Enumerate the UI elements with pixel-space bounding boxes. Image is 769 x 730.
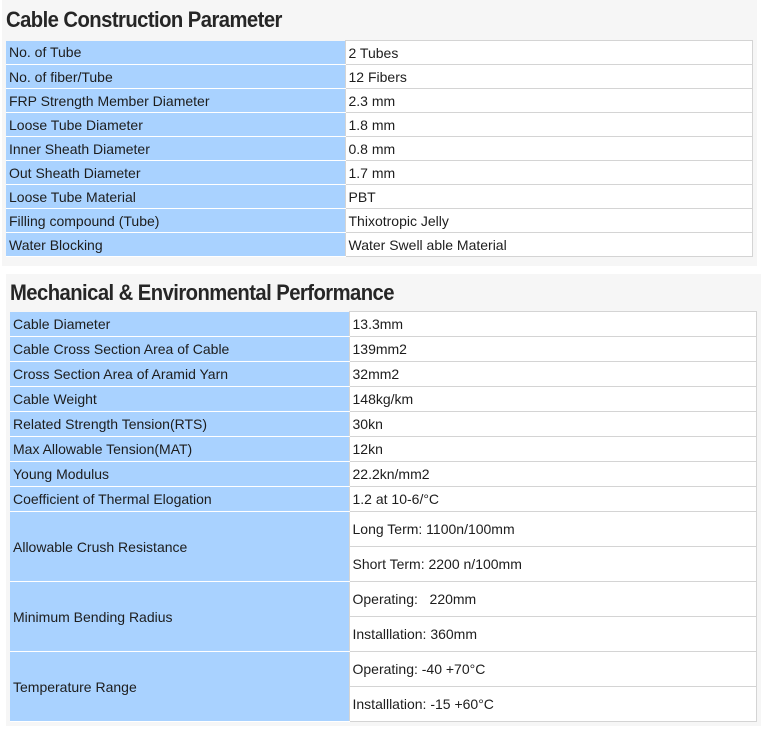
table-row [10,512,756,547]
row-value: 2 Tubes [345,41,752,65]
row-value: Water Swell able Material [345,233,752,257]
row-value: 12 Fibers [345,65,752,89]
table-row [6,113,752,137]
crush-long-term: Long Term: 1100n/100mm [349,512,756,547]
row-label: Inner Sheath Diameter [6,137,345,161]
table-row [10,387,756,412]
row-value: 22.2kn/mm2 [349,462,756,487]
row-value: 1.7 mm [345,161,752,185]
bending-radius-label: Minimum Bending Radius [10,582,349,652]
row-label: Cable Cross Section Area of Cable [10,337,349,362]
row-value: 148kg/km [349,387,756,412]
bending-installation: Installlation: 360mm [349,617,756,652]
row-value: 1.8 mm [345,113,752,137]
table-row [6,185,752,209]
table-row [6,233,752,257]
row-label: Out Sheath Diameter [6,161,345,185]
row-label: Related Strength Tension(RTS) [10,412,349,437]
table-row [10,487,756,512]
row-label: Cable Diameter [10,312,349,337]
row-label: Filling compound (Tube) [6,209,345,233]
table-row [10,437,756,462]
table-row [6,137,752,161]
table-row [6,209,752,233]
table-row [10,312,756,337]
row-label: FRP Strength Member Diameter [6,89,345,113]
table-row [6,161,752,185]
row-label: Cross Section Area of Aramid Yarn [10,362,349,387]
row-value: 1.2 at 10-6/°C [349,487,756,512]
construction-table [6,40,753,257]
row-value: 13.3mm [349,312,756,337]
row-label: No. of fiber/Tube [6,65,345,89]
row-value: 30kn [349,412,756,437]
bending-operating: Operating: 220mm [349,582,756,617]
mechanical-section [6,274,761,726]
table-row [6,89,752,113]
row-label: No. of Tube [6,41,345,65]
table-row [10,652,756,687]
table-row [6,65,752,89]
row-label: Loose Tube Material [6,185,345,209]
mechanical-title: Mechanical & Environmental Performance [10,280,394,305]
row-value: 12kn [349,437,756,462]
row-label: Water Blocking [6,233,345,257]
row-label: Max Allowable Tension(MAT) [10,437,349,462]
row-label: Coefficient of Thermal Elogation [10,487,349,512]
table-row [10,362,756,387]
table-row [10,412,756,437]
row-label: Young Modulus [10,462,349,487]
crush-short-term: Short Term: 2200 n/100mm [349,547,756,582]
table-row [10,462,756,487]
temperature-operating: Operating: -40 +70°C [349,652,756,687]
row-label: Cable Weight [10,387,349,412]
row-value: 32mm2 [349,362,756,387]
row-value: Thixotropic Jelly [345,209,752,233]
row-value: 0.8 mm [345,137,752,161]
mechanical-table [10,311,757,722]
temperature-range-label: Temperature Range [10,652,349,722]
row-value: 2.3 mm [345,89,752,113]
row-value: 139mm2 [349,337,756,362]
table-row [10,337,756,362]
row-value: PBT [345,185,752,209]
temperature-installation: Installlation: -15 +60°C [349,687,756,722]
construction-section [2,0,757,266]
table-row [6,41,752,65]
row-label: Loose Tube Diameter [6,113,345,137]
construction-title: Cable Construction Parameter [6,7,282,32]
table-row [10,582,756,617]
crush-resistance-label: Allowable Crush Resistance [10,512,349,582]
